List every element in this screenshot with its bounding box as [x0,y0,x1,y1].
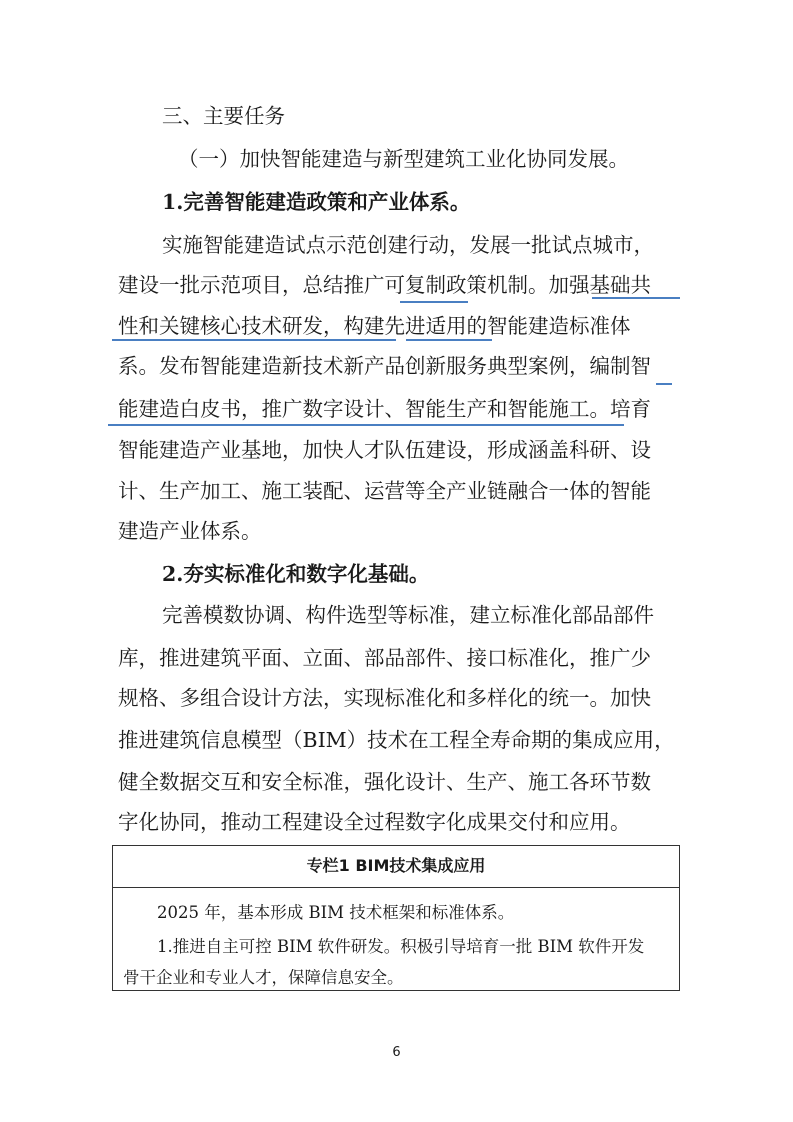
item2-line: 健全数据交互和安全标准，强化设计、生产、施工各环节数 [118,770,651,794]
item2-line: 推进建筑信息模型（BIM）技术在工程全寿命期的集成应用， [118,728,675,752]
item1-line: 系。发布智能建造新技术新产品创新服务典型案例，编制智 [118,354,651,378]
column-box-line: 1.推进自主可控 BIM 软件研发。积极引导培育一批 BIM 软件开发 [157,937,645,956]
column-box-line: 骨干企业和专业人才，保障信息安全。 [123,968,404,987]
item1-line: 智能建造产业基地，加快人才队伍建设，形成涵盖科研、设 [118,438,651,462]
item2-line: 库，推进建筑平面、立面、部品部件、接口标准化，推广少 [118,646,651,670]
page-number: 6 [392,1045,401,1060]
item2-line: 规格、多组合设计方法，实现标准化和多样化的统一。加快 [118,686,651,710]
column-box [112,845,680,991]
item1-line: 建造产业体系。 [118,519,262,543]
item2-heading: 2.夯实标准化和数字化基础。 [162,562,430,586]
annotation-underline [406,339,492,341]
item1-line: 计、生产加工、施工装配、运营等全产业链融合一体的智能 [118,479,651,503]
column-box-line: 2025 年，基本形成 BIM 技术框架和标准体系。 [157,903,515,922]
item1-line: 建设一批示范项目，总结推广可复制政策机制。加强基础共 [118,273,651,297]
item1-line: 性和关键核心技术研发，构建先进适用的智能建造标准体 [118,314,631,338]
annotation-underline [656,383,672,385]
item2-line: 完善模数协调、构件选型等标准，建立标准化部品部件 [162,603,654,627]
section-title: 三、主要任务 [162,104,285,128]
annotation-underline [112,339,396,341]
annotation-underline [400,301,468,303]
subsection-title: （一）加快智能建造与新型建筑工业化协同发展。 [178,147,629,171]
item1-heading: 1.完善智能建造政策和产业体系。 [162,190,471,214]
item2-line: 字化协同，推动工程建设全过程数字化成果交付和应用。 [118,810,631,834]
item1-line: 能建造白皮书，推广数字设计、智能生产和智能施工。培育 [118,397,651,421]
column-box-title: 专栏1 BIM技术集成应用 [113,846,679,888]
annotation-underline [108,424,624,426]
item1-line: 实施智能建造试点示范创建行动，发展一批试点城市， [162,233,654,257]
annotation-underline [592,297,680,299]
